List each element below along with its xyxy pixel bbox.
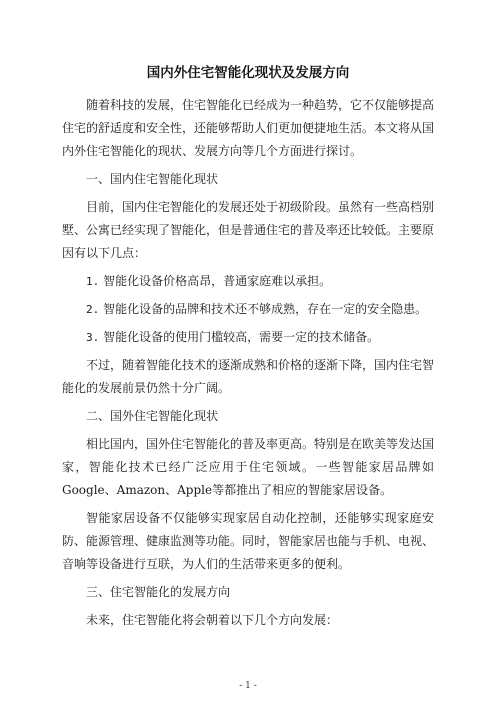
section-3-heading: 三、住宅智能化的发展方向 bbox=[86, 585, 231, 599]
list-number: 3. bbox=[86, 331, 100, 344]
list-text: 智能化设备的使用门槛较高，需要一定的技术储备。 bbox=[103, 330, 380, 344]
section-1-closing: 不过，随着智能化技术的逐渐成熟和价格的逐渐下降，国内住宅智能化的发展前景仍然十分广阔。 bbox=[62, 358, 435, 395]
intro-paragraph: 随着科技的发展，住宅智能化已经成为一种趋势，它不仅能够提高住宅的舒适度和安全性，还能够帮助人们更加便捷地生活。本文将从国内外住宅智能化的现状、发展方向等几个方面进行探讨。 bbox=[62, 98, 435, 158]
page-number: - 1 - bbox=[239, 681, 257, 691]
list-text: 智能化设备价格高昂，普通家庭难以承担。 bbox=[103, 274, 332, 288]
section-1-paragraph: 目前，国内住宅智能化的发展还处于初级阶段。虽然有一些高档别墅、公寓已经实现了智能化，但是普通住宅的普及率还比较低。主要原因有以下几点： bbox=[62, 200, 435, 260]
list-text: 智能化设备的品牌和技术还不够成熟，存在一定的安全隐患。 bbox=[103, 302, 428, 316]
document-title: 国内外住宅智能化现状及发展方向 bbox=[146, 65, 350, 81]
section-1-heading: 一、国内住宅智能化现状 bbox=[86, 172, 219, 186]
section-2-paragraph-1: 相比国内，国外住宅智能化的普及率更高。特别是在欧美等发达国家，智能化技术已经广泛应用于住宅领域。一些智能家居品牌如Google、Amazon、Apple等都推出了相应的智能家居设备。 bbox=[62, 437, 435, 497]
section-3-paragraph: 未来，住宅智能化将会朝着以下几个方向发展： bbox=[86, 613, 339, 627]
section-2-paragraph-2: 智能家居设备不仅能够实现家居自动化控制，还能够实现家庭安防、能源管理、健康监测等功能。同时，智能家居也能与手机、电视、音响等设备进行互联，为人们的生活带来更多的便利。 bbox=[62, 511, 435, 571]
document-body bbox=[62, 94, 434, 637]
list-item bbox=[62, 326, 434, 349]
list-number: 2. bbox=[86, 303, 100, 316]
section-2-heading: 二、国外住宅智能化现状 bbox=[86, 409, 219, 423]
list-number: 1. bbox=[86, 275, 100, 288]
list-item bbox=[62, 298, 434, 321]
list-item bbox=[62, 270, 434, 293]
